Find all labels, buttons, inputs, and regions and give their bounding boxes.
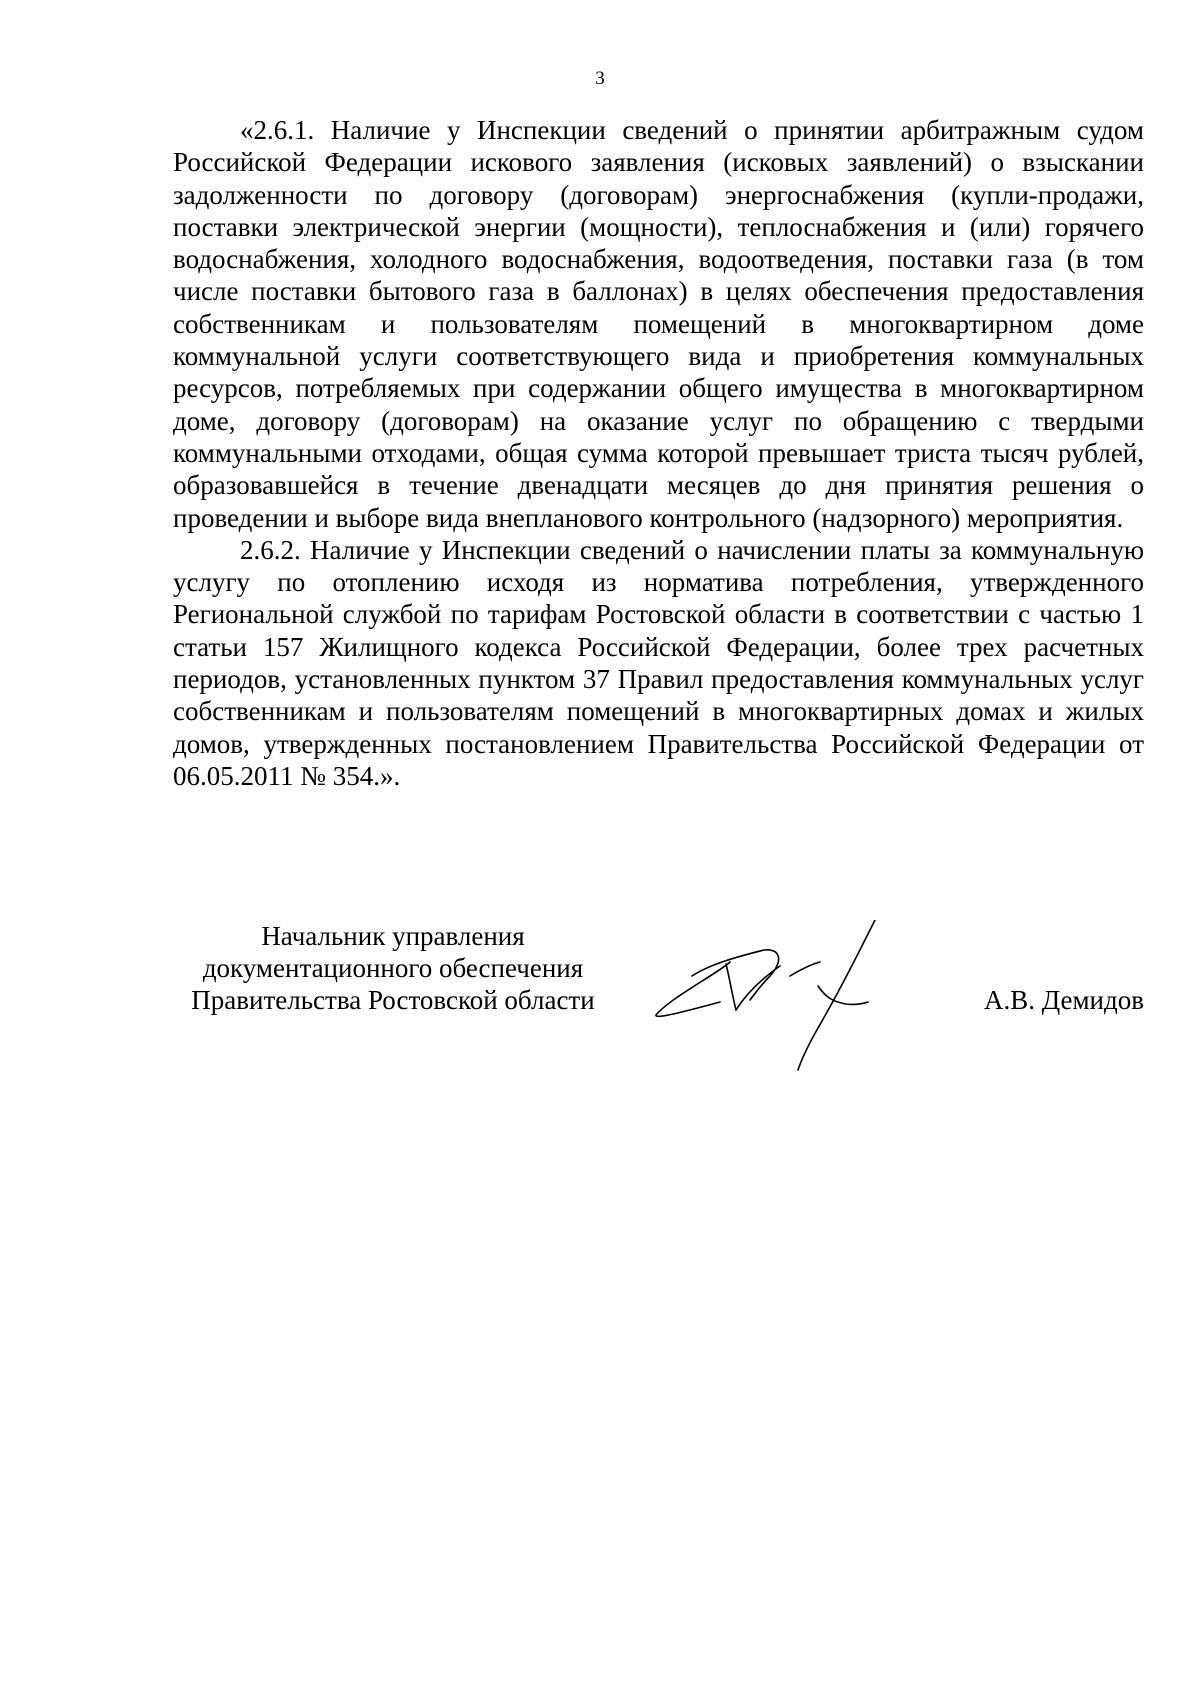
signer-title-line: Правительства Ростовской области [191, 985, 595, 1015]
signature-block [0, 920, 1200, 1080]
paragraph-2-6-2: 2.6.2. Наличие у Инспекции сведений о начислении платы за коммунальную услугу по отоплению исходя из норматива потребления, утвержденного Региональной службой по тарифам Ростовской области в соответствии с частью 1 статьи 157 Жилищного кодекса Российской Федерации, более трех расчетных периодов, установленных пунктом 37 Правил предоставления коммунальных услуг собственникам и пользователям помещений в многоквартирных домах и жилых домов, утвержденных постановлением Правительства Российской Федерации от 06.05.2011 № 354.». [173, 534, 1144, 791]
signer-title [173, 920, 613, 1016]
signer-name: А.В. Демидов [983, 985, 1144, 1015]
page-number: 3 [595, 68, 605, 89]
handwritten-signature [650, 920, 930, 1080]
paragraph-2-6-1: «2.6.1. Наличие у Инспекции сведений о принятии арбитражным судом Российской Федерации искового заявления (исковых заявлений) о взыскании задолженности по договору (договорам) энергоснабжения (купли-продажи, поставки электрической энергии (мощности), теплоснабжения и (или) горячего водоснабжения, холодного водоснабжения, водоотведения, поставки газа (в том числе поставки бытового газа в баллонах) в целях обеспечения предоставления собственникам и пользователям помещений в многоквартирном доме коммунальной услуги соответствующего вида и приобретения коммунальных ресурсов, потребляемых при содержании общего имущества в многоквартирном доме, договору (договорам) на оказание услуг по обращению с твердыми коммунальными отходами, общая сумма которой превышает триста тысяч рублей, образовавшейся в течение двенадцати месяцев до дня принятия решения о проведении и выборе вида внепланового контрольного (надзорного) мероприятия. [173, 115, 1144, 533]
signer-title-line: документационного обеспечения [202, 953, 584, 983]
document-body [173, 114, 1144, 792]
signer-title-line: Начальник управления [261, 921, 525, 951]
